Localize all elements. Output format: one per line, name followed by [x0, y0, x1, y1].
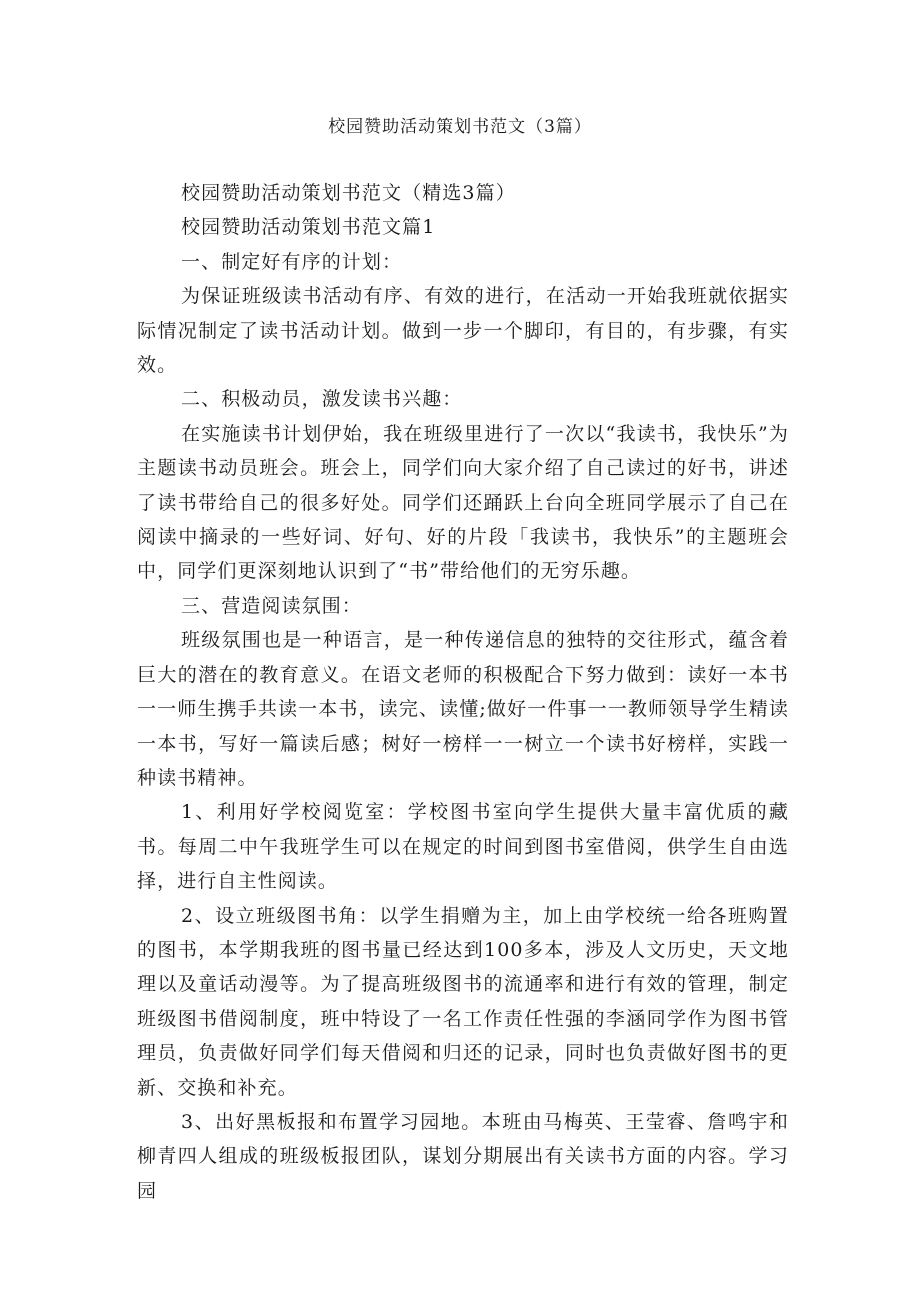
heading-atmosphere: 三、营造阅读氛围：	[181, 594, 362, 617]
list-item: 3、出好黑板报和布置学习园地。本班由马梅英、王莹睿、詹鸣宇和柳青四人组成的班级板报团队，谋划分期展出有关读书方面的内容。学习园	[137, 1110, 789, 1202]
body-paragraph: 在实施读书计划伊始，我在班级里进行了一次以“我读书，我快乐”为主题读书动员班会。班会上，同学们向大家介绍了自己读过的好书，讲述了读书带给自己的很多好处。同学们还踊跃上台向全班同学展示了自己在阅读中摘录的一些好词、好句、好的片段「我读书，我快乐”的主题班会中，同学们更深刻地认识到了“书”带给他们的无穷乐趣。	[137, 422, 789, 583]
document-title: 校园赞助活动策划书范文（3篇）	[328, 117, 592, 137]
body-paragraph: 班级氛围也是一种语言，是一种传递信息的独特的交往形式，蕴含着巨大的潜在的教育意义。在语文老师的积极配合下努力做到：读好一本书一一师生携手共读一本书，读完、读懂;做好一件事一一教师领导学生精读一本书，写好一篇读后感；树好一榜样一一树立一个读书好榜样，实践一种读书精神。	[137, 629, 789, 789]
body-paragraph: 为保证班级读书活动有序、有效的进行，在活动一开始我班就依据实际情况制定了读书活动计划。做到一步一个脚印，有目的，有步骤，有实效。	[137, 285, 789, 377]
section-heading: 校园赞助活动策划书范文篇1	[181, 216, 436, 239]
heading-mobilize: 二、积极动员，激发读书兴趣：	[181, 388, 463, 411]
document-body	[137, 176, 789, 1208]
subtitle-paragraph: 校园赞助活动策划书范文（精选3篇）	[181, 182, 516, 204]
list-item: 1、利用好学校阅览室：学校图书室向学生提供大量丰富优质的藏书。每周二中午我班学生可以在规定的时间到图书室借阅，供学生自由选择，进行自主性阅读。	[137, 801, 789, 893]
heading-plan: 一、制定好有序的计划：	[181, 250, 403, 273]
list-item: 2、设立班级图书角：以学生捐赠为主，加上由学校统一给各班购置的图书，本学期我班的图书量已经达到100多本，涉及人文历史，天文地理以及童话动漫等。为了提高班级图书的流通率和进行有效的管理，制定班级图书借阅制度，班中特设了一名工作责任性强的李涵同学作为图书管理员，负责做好同学们每天借阅和归还的记录，同时也负责做好图书的更新、交换和补充。	[137, 904, 789, 1099]
